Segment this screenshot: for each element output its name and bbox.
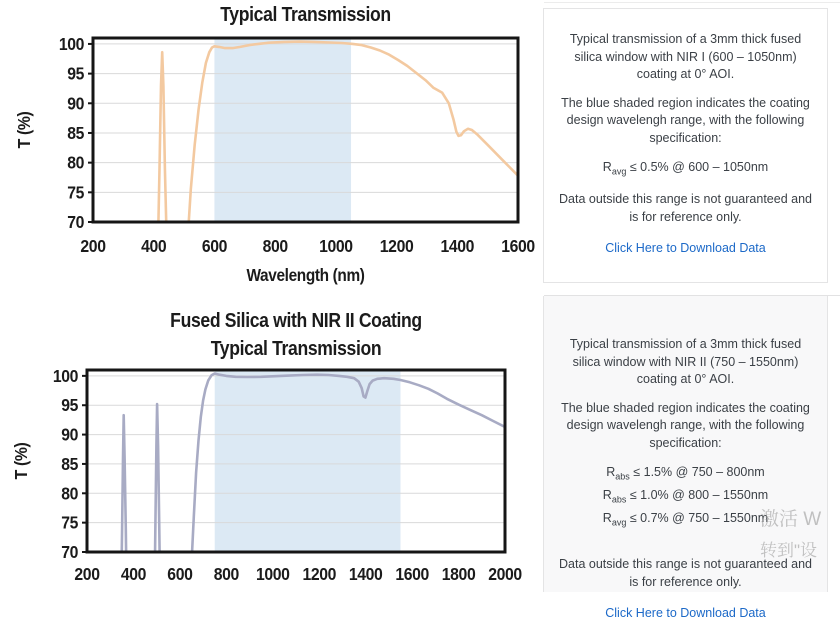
region-note-text: The blue shaded region indicates the coating design wavelengh range, with the following specification: bbox=[561, 95, 810, 145]
x-tick-label: 1400 bbox=[348, 564, 383, 585]
windows-activation-watermark bbox=[760, 503, 821, 566]
disclaimer-text: Data outside this range is not guaranteed and is for reference only. bbox=[559, 557, 812, 589]
x-tick-label: 1200 bbox=[379, 236, 414, 257]
spec-symbol: R bbox=[606, 465, 616, 479]
x-tick-label: 800 bbox=[262, 236, 288, 257]
download-data-link[interactable]: Click Here to Download Data bbox=[605, 606, 766, 620]
y-tick-label: 100 bbox=[52, 366, 78, 387]
spec-subscript: abs bbox=[611, 494, 627, 505]
x-tick-label: 800 bbox=[213, 564, 239, 585]
watermark-line: 激活 W bbox=[760, 509, 822, 530]
region-note-text: The blue shaded region indicates the coating design wavelengh range, with the following specification: bbox=[561, 400, 810, 450]
spec-value: ≤ 0.5% @ 600 – 1050nm bbox=[626, 160, 769, 174]
nir1-info-card bbox=[543, 8, 828, 283]
spec-subscript: avg bbox=[611, 166, 627, 177]
chart-title: Typical Transmission bbox=[220, 2, 391, 26]
chart-subtitle: Typical Transmission bbox=[210, 336, 382, 360]
x-tick-label: 1600 bbox=[501, 236, 535, 257]
watermark-line: 转到"设 bbox=[760, 541, 818, 561]
spec-symbol: R bbox=[602, 488, 612, 502]
design-wavelength-region bbox=[214, 38, 351, 222]
spec-subscript: avg bbox=[611, 517, 627, 528]
disclaimer-text: Data outside this range is not guaranteed and is for reference only. bbox=[559, 192, 812, 224]
x-axis-label: Wavelength (nm) bbox=[246, 266, 365, 286]
download-data-link[interactable]: Click Here to Download Data bbox=[605, 241, 766, 255]
y-tick-label: 95 bbox=[67, 63, 84, 84]
x-tick-label: 200 bbox=[80, 236, 106, 257]
spec-symbol: R bbox=[602, 511, 612, 525]
x-tick-label: 2000 bbox=[488, 564, 522, 585]
x-tick-label: 1800 bbox=[441, 564, 476, 585]
x-tick-label: 1000 bbox=[256, 564, 290, 585]
x-tick-label: 400 bbox=[141, 236, 167, 257]
y-tick-label: 75 bbox=[61, 512, 78, 533]
y-tick-label: 70 bbox=[67, 212, 84, 233]
y-tick-label: 75 bbox=[67, 182, 84, 203]
spec-line bbox=[557, 463, 814, 484]
spec-value: ≤ 1.5% @ 750 – 800nm bbox=[629, 465, 765, 479]
x-tick-label: 1600 bbox=[395, 564, 429, 585]
nir2-transmission-chart bbox=[0, 295, 544, 592]
spec-line bbox=[557, 158, 814, 179]
y-tick-label: 90 bbox=[67, 93, 84, 114]
x-tick-label: 1400 bbox=[440, 236, 475, 257]
y-tick-label: 85 bbox=[67, 123, 84, 144]
x-tick-label: 200 bbox=[74, 564, 100, 585]
y-tick-label: 95 bbox=[61, 395, 78, 416]
y-axis-label: T (%) bbox=[14, 111, 35, 149]
y-tick-label: 80 bbox=[61, 483, 78, 504]
y-tick-label: 100 bbox=[58, 34, 84, 55]
y-tick-label: 85 bbox=[61, 454, 78, 475]
x-tick-label: 1200 bbox=[302, 564, 336, 585]
spec-symbol: R bbox=[602, 160, 612, 174]
spec-value: ≤ 0.7% @ 750 – 1550nm bbox=[626, 511, 769, 525]
spec-subscript: abs bbox=[615, 471, 630, 482]
nir1-transmission-chart-svg bbox=[0, 0, 544, 295]
y-tick-label: 80 bbox=[67, 152, 84, 173]
y-axis-label: T (%) bbox=[11, 442, 32, 480]
y-tick-label: 90 bbox=[61, 424, 78, 445]
y-tick-label: 70 bbox=[61, 542, 78, 563]
spec-value: ≤ 1.0% @ 800 – 1550nm bbox=[626, 488, 769, 502]
x-tick-label: 600 bbox=[167, 564, 193, 585]
x-tick-label: 400 bbox=[120, 564, 147, 585]
x-tick-label: 600 bbox=[201, 236, 228, 257]
x-tick-label: 1000 bbox=[319, 236, 353, 257]
description-text: Typical transmission of a 3mm thick fused silica window with NIR I (600 – 1050nm) coating at 0° AOI. bbox=[569, 32, 802, 81]
description-text: Typical transmission of a 3mm thick fused silica window with NIR II (750 – 1550nm) coating at 0° AOI. bbox=[569, 337, 802, 386]
design-wavelength-region bbox=[215, 370, 401, 552]
nir2-transmission-chart-svg bbox=[0, 295, 544, 592]
nir1-transmission-chart bbox=[0, 0, 544, 295]
spec-list bbox=[557, 158, 814, 179]
chart-title: Fused Silica with NIR II Coating bbox=[170, 308, 422, 332]
